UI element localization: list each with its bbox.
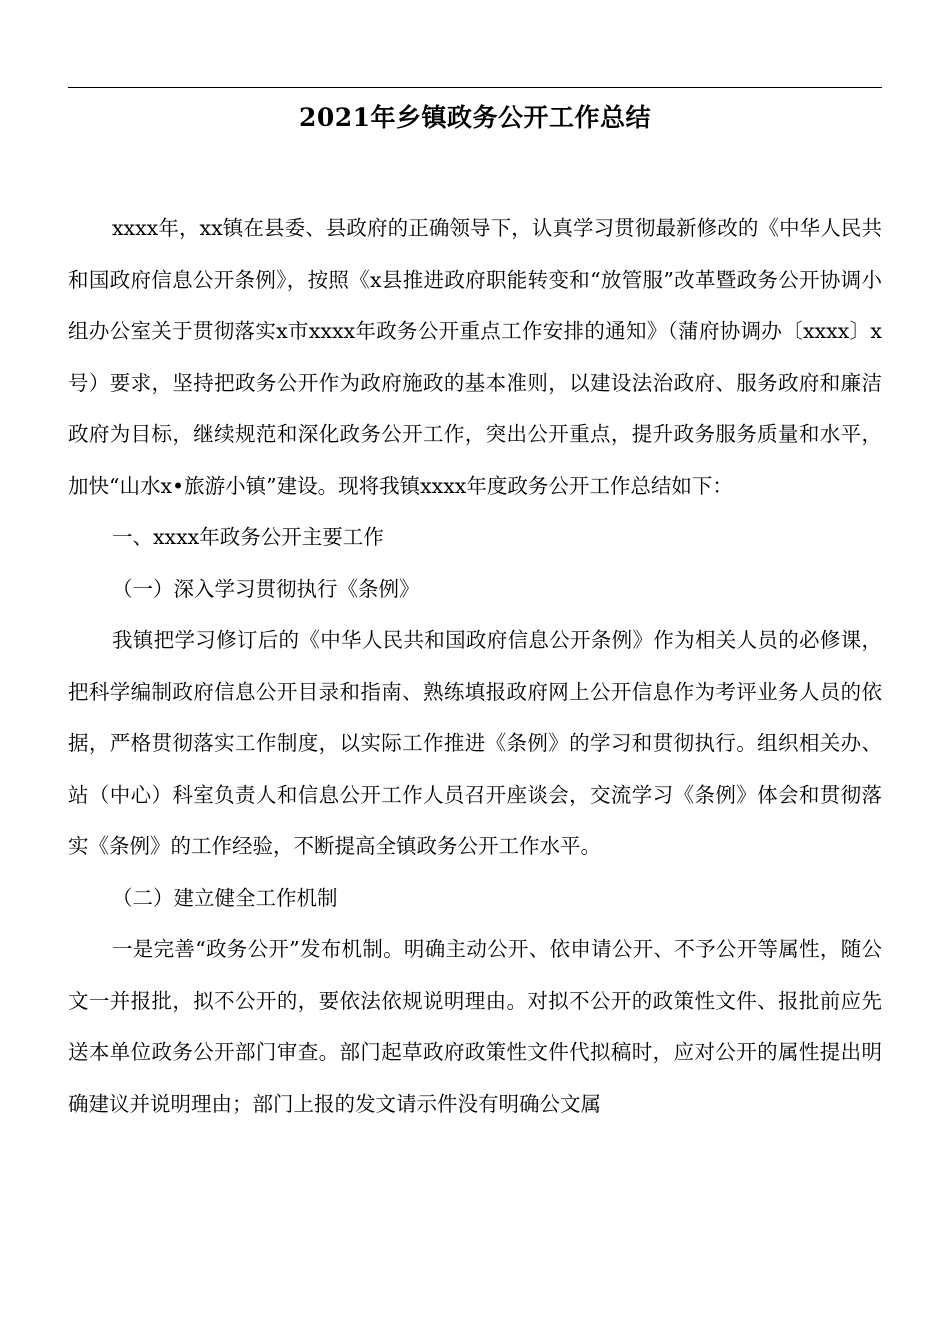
document-title: 2021年乡镇政务公开工作总结 (298, 103, 652, 132)
header-rule (68, 87, 882, 88)
document-body (68, 203, 882, 1130)
body-paragraph-2: 一是完善“政务公开”发布机制。明确主动公开、依申请公开、不予公开等属性，随公文一并报批，拟不公开的，要依法依规说明理由。对拟不公开的政策性文件、报批前应先送本单位政务公开部门审查。部门起草政府政策性文件代拟稿时，应对公开的属性提出明确建议并说明理由；部门上报的发文请示件没有明确公文属 (68, 937, 882, 1116)
subsection-heading-1: （一）深入学习贯彻执行《条例》 (112, 576, 420, 601)
subsection-heading-2: （二）建立健全工作机制 (112, 885, 338, 910)
section-heading-1: 一、xxxx年政务公开主要工作 (112, 525, 384, 549)
intro-paragraph: xxxx年，xx镇在县委、县政府的正确领导下，认真学习贯彻最新修改的《中华人民共和国政府信息公开条例》，按照《x县推进政府职能转变和“放管服”改革暨政务公开协调小组办公室关于贯彻落实x市xxxx年政务公开重点工作安排的通知》（蒲府协调办〔xxxx〕x号）要求，坚持把政务公开作为政府施政的基本准则，以建设法治政府、服务政府和廉洁政府为目标，继续规范和深化政务公开工作，突出公开重点，提升政务服务质量和水平，加快“山水x•旅游小镇”建设。现将我镇xxxx年度政务公开工作总结如下： (68, 216, 882, 498)
body-paragraph-1: 我镇把学习修订后的《中华人民共和国政府信息公开条例》作为相关人员的必修课，把科学编制政府信息公开目录和指南、熟练填报政府网上公开信息作为考评业务人员的依据，严格贯彻落实工作制度，以实际工作推进《条例》的学习和贯彻执行。组织相关办、站（中心）科室负责人和信息公开工作人员召开座谈会，交流学习《条例》体会和贯彻落实《条例》的工作经验，不断提高全镇政务公开工作水平。 (68, 628, 882, 858)
